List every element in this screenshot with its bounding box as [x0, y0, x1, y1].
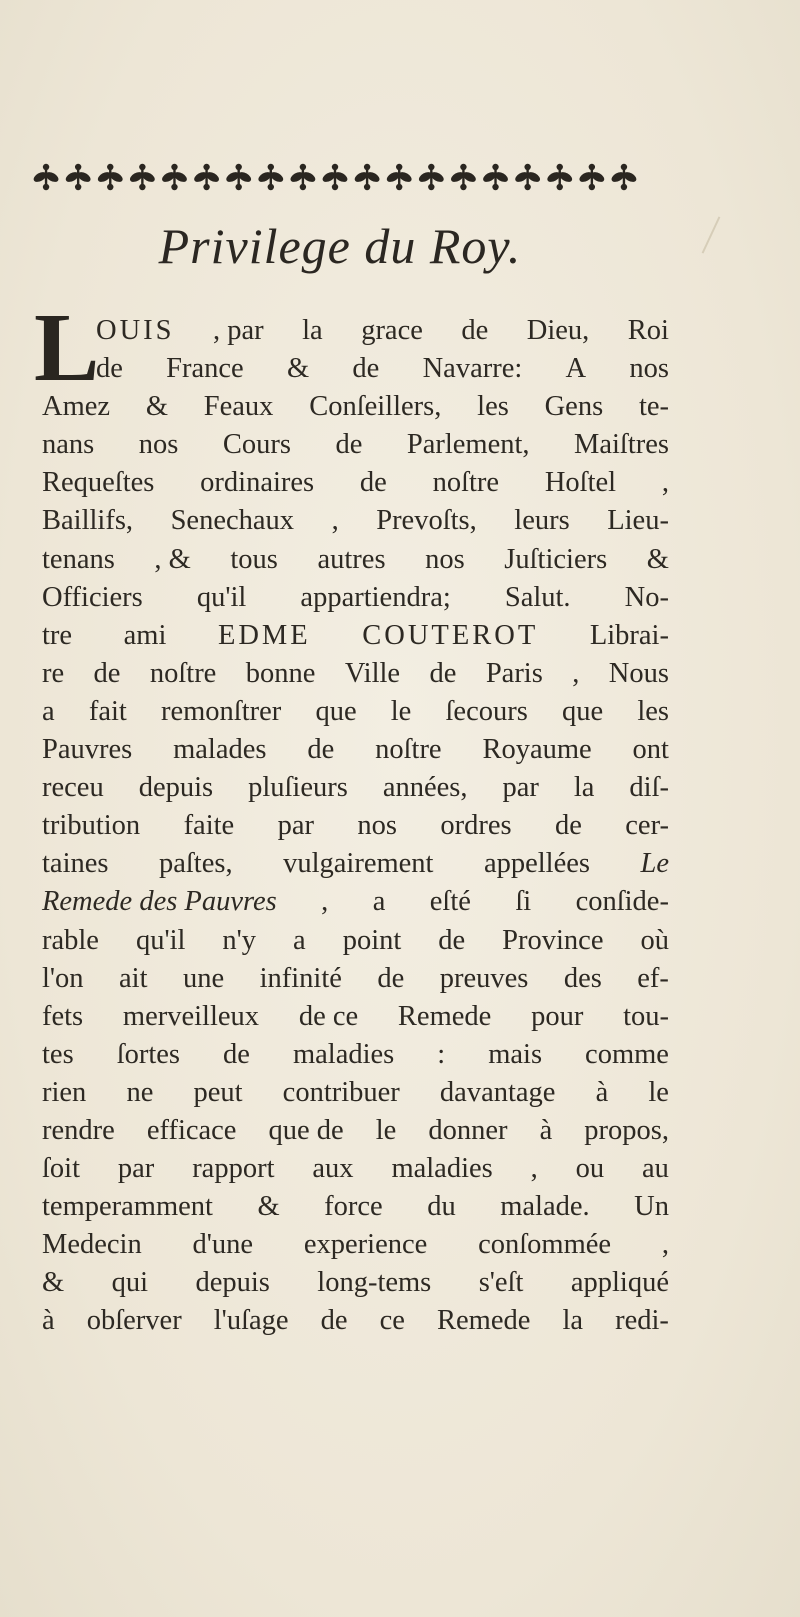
word: Navarre:: [422, 353, 523, 385]
text-line: [42, 541, 669, 579]
word: fets: [42, 1000, 84, 1032]
word: rable: [42, 924, 99, 956]
fleuron-ornament: [193, 164, 221, 190]
word: ſi: [515, 886, 532, 918]
word: Le: [640, 848, 669, 880]
text-line: [42, 922, 669, 960]
fleuron-ornament: [417, 164, 445, 190]
word: ſoit: [42, 1153, 81, 1185]
text-line: [42, 350, 669, 388]
word: a: [372, 886, 386, 918]
fleuron-ornament: [225, 164, 253, 190]
word: Parlement,: [406, 429, 530, 461]
word: noſtre: [149, 657, 217, 689]
word: Officiers: [42, 581, 143, 613]
word: EDME: [217, 619, 311, 651]
word: que: [562, 695, 604, 727]
word: ordres: [440, 810, 512, 842]
word: ef-: [637, 962, 669, 994]
word: depuis: [195, 1267, 270, 1299]
page-heading: Privilege du Roy.: [158, 218, 522, 274]
word: le: [375, 1114, 397, 1146]
word: propos,: [584, 1114, 669, 1146]
word: des: [563, 962, 602, 994]
word: ou: [575, 1153, 605, 1185]
word: &: [257, 1191, 280, 1223]
word: remonſtrer: [160, 695, 282, 727]
word: France: [166, 353, 244, 385]
word: ,: [572, 657, 580, 689]
word: conſide-: [575, 886, 669, 918]
word: cer-: [625, 810, 669, 842]
word: de: [352, 353, 380, 385]
word: temperamment: [42, 1191, 213, 1223]
word: ,: [661, 1229, 669, 1261]
word: ordinaires: [200, 467, 315, 499]
word: Hoſtel: [544, 467, 617, 499]
word: force: [324, 1191, 383, 1223]
word: ſecours: [445, 695, 528, 727]
privilege-text-block: [42, 312, 669, 1341]
paper-crease-mark: [702, 216, 721, 253]
word: Roi: [627, 315, 669, 346]
word: taines: [42, 848, 109, 880]
word: l'on: [42, 962, 84, 994]
word: OUIS: [96, 315, 175, 346]
text-line: [42, 807, 669, 845]
word: Royaume: [482, 734, 592, 766]
word: ait: [119, 962, 148, 994]
word: du: [427, 1191, 456, 1223]
word: Cours: [222, 429, 291, 461]
word: paſtes,: [158, 848, 233, 880]
word: ne: [126, 1076, 154, 1108]
word: de: [554, 810, 582, 842]
word: rendre: [42, 1114, 115, 1146]
word: appellées: [483, 848, 590, 880]
text-line: [42, 426, 669, 464]
fleuron-ornament: [481, 164, 509, 190]
word: de: [359, 467, 387, 499]
word: la: [562, 1305, 584, 1337]
word: eſté: [429, 886, 471, 918]
word: par: [502, 772, 539, 804]
word: autres: [317, 543, 386, 575]
word: tenans: [42, 543, 115, 575]
text-line: [42, 655, 669, 693]
word: Gens: [544, 391, 604, 423]
word: malade.: [500, 1191, 590, 1223]
word: qui: [111, 1267, 149, 1299]
text-line: [42, 312, 669, 350]
word: malades: [173, 734, 267, 766]
word: de: [93, 657, 121, 689]
text-line: [42, 502, 669, 540]
word: peut: [193, 1076, 243, 1108]
drop-cap-letter: L: [34, 294, 100, 402]
word: contribuer: [282, 1076, 400, 1108]
word: tou-: [623, 1000, 669, 1032]
word: obſerver: [86, 1305, 182, 1337]
word: a: [42, 695, 55, 727]
word: de: [429, 657, 457, 689]
word: , &: [154, 543, 191, 575]
fleuron-ornament: [610, 164, 638, 190]
word: bonne: [245, 657, 316, 689]
word: ,: [331, 505, 339, 537]
text-line: [42, 1188, 669, 1226]
word: Medecin: [42, 1229, 142, 1261]
word: tribution: [42, 810, 141, 842]
word: &: [646, 543, 669, 575]
word: Un: [634, 1191, 669, 1223]
word: nos: [138, 429, 179, 461]
text-line: [42, 883, 669, 921]
word: nos: [425, 543, 465, 575]
text-line: [42, 998, 669, 1036]
fleuron-ornament: [321, 164, 349, 190]
word: Conſeillers,: [309, 391, 442, 423]
word: qu'il: [135, 924, 186, 956]
word: &: [145, 391, 168, 423]
word: ,: [661, 467, 669, 499]
text-line: [42, 1074, 669, 1112]
word: à: [42, 1305, 55, 1337]
word: fait: [88, 695, 127, 727]
word: de: [377, 962, 405, 994]
word: , par: [213, 315, 264, 346]
word: à: [539, 1114, 553, 1146]
word: ont: [632, 734, 669, 766]
word: où: [640, 924, 669, 956]
word: COUTEROT: [362, 619, 539, 651]
fleuron-ornament: [385, 164, 413, 190]
word: &: [42, 1267, 65, 1299]
word: d'une: [192, 1229, 254, 1261]
word: Remede des Pauvres: [42, 886, 277, 918]
word: pour: [531, 1000, 584, 1032]
word: :: [437, 1038, 446, 1070]
word: de: [335, 429, 363, 461]
word: à: [595, 1076, 609, 1108]
word: rien: [42, 1076, 87, 1108]
word: a: [293, 924, 306, 956]
fleuron-ornament: [32, 164, 60, 190]
word: merveilleux: [122, 1000, 260, 1032]
text-line: [42, 1264, 669, 1302]
text-line: [42, 769, 669, 807]
word: Feaux: [203, 391, 274, 423]
word: l'uſage: [213, 1305, 289, 1337]
word: long-tems: [317, 1267, 432, 1299]
word: Dieu,: [526, 315, 590, 346]
word: Prevoſts,: [376, 505, 477, 537]
fleuron-ornament: [289, 164, 317, 190]
word: ſortes: [116, 1038, 181, 1070]
text-line: [42, 464, 669, 502]
fleuron-ornament: [257, 164, 285, 190]
word: ,: [530, 1153, 538, 1185]
word: Remede: [397, 1000, 492, 1032]
word: tous: [230, 543, 278, 575]
word: de: [96, 353, 123, 385]
text-line: [42, 693, 669, 731]
word: par: [277, 810, 314, 842]
word: maladies: [391, 1153, 493, 1185]
fleuron-ornament: [64, 164, 92, 190]
word: re: [42, 657, 65, 689]
text-line: [42, 960, 669, 998]
fleuron-ornament: [128, 164, 156, 190]
word: les: [637, 695, 669, 727]
word: depuis: [138, 772, 214, 804]
word: noſtre: [375, 734, 442, 766]
word: au: [642, 1153, 669, 1185]
word: redi-: [615, 1305, 669, 1337]
word: de ce: [298, 1000, 359, 1032]
text-line: [42, 731, 669, 769]
word: noſtre: [432, 467, 500, 499]
word: experience: [303, 1229, 428, 1261]
word: davantage: [439, 1076, 556, 1108]
word: nans: [42, 429, 95, 461]
word: leurs: [514, 505, 570, 537]
text-line: [42, 1036, 669, 1074]
word: tes: [42, 1038, 74, 1070]
word: point: [342, 924, 402, 956]
text-line: [42, 579, 669, 617]
text-line: [42, 1112, 669, 1150]
word: appartiendra;: [300, 581, 451, 613]
word: le: [648, 1076, 669, 1108]
word: faite: [183, 810, 235, 842]
word: le: [390, 695, 412, 727]
word: que: [315, 695, 357, 727]
word: A: [565, 353, 587, 385]
fleuron-ornament: [96, 164, 124, 190]
word: de: [461, 315, 489, 346]
text-line: [42, 388, 669, 426]
ornamental-header-band: [30, 155, 640, 199]
word: qu'il: [196, 581, 247, 613]
word: Ville: [344, 657, 401, 689]
word: de: [307, 734, 335, 766]
word: Juſticiers: [504, 543, 608, 575]
word: &: [286, 353, 310, 385]
word: infinité: [259, 962, 342, 994]
word: la: [302, 315, 323, 346]
word: par: [117, 1153, 155, 1185]
word: Senechaux: [170, 505, 295, 537]
word: ,: [321, 886, 329, 918]
word: pluſieurs: [248, 772, 348, 804]
fleuron-ornament: [353, 164, 381, 190]
word: Salut.: [504, 581, 571, 613]
word: une: [182, 962, 225, 994]
word: mais: [488, 1038, 543, 1070]
word: aux: [312, 1153, 354, 1185]
word: Remede: [437, 1305, 531, 1337]
word: les: [477, 391, 509, 423]
word: années,: [382, 772, 468, 804]
word: Pauvres: [42, 734, 133, 766]
word: comme: [585, 1038, 669, 1070]
word: Maiſtres: [574, 429, 669, 461]
fleuron-ornament: [160, 164, 188, 190]
word: ami: [123, 619, 167, 651]
word: Lieu-: [607, 505, 669, 537]
word: nos: [629, 353, 669, 385]
word: de: [223, 1038, 250, 1070]
word: Paris: [485, 657, 543, 689]
word: que de: [268, 1114, 344, 1146]
word: maladies: [292, 1038, 395, 1070]
text-line: [42, 1226, 669, 1264]
word: efficace: [146, 1114, 237, 1146]
text-line: [42, 845, 669, 883]
fleuron-ornament: [449, 164, 477, 190]
text-line: [42, 617, 669, 655]
fleuron-ornament: [546, 164, 574, 190]
word: diſ-: [629, 772, 669, 804]
word: Amez: [42, 391, 111, 423]
word: Province: [502, 924, 604, 956]
word: receu: [42, 772, 104, 804]
word: vulgairement: [283, 848, 434, 880]
word: appliqué: [570, 1267, 669, 1299]
word: Librai-: [589, 619, 669, 651]
word: s'eſt: [478, 1267, 524, 1299]
word: ce: [379, 1305, 405, 1337]
fleuron-ornament: [578, 164, 606, 190]
word: nos: [357, 810, 397, 842]
word: rapport: [192, 1153, 275, 1185]
word: conſommée: [478, 1229, 612, 1261]
word: te-: [638, 391, 669, 423]
word: la: [573, 772, 595, 804]
word: grace: [361, 315, 423, 346]
text-line: [42, 1150, 669, 1188]
word: preuves: [439, 962, 529, 994]
word: Nous: [608, 657, 669, 689]
word: tre: [42, 619, 73, 651]
word: donner: [428, 1114, 508, 1146]
word: Requeſtes: [42, 467, 155, 499]
word: n'y: [222, 924, 257, 956]
word: No-: [624, 581, 669, 613]
word: de: [320, 1305, 348, 1337]
text-line: [42, 1302, 669, 1340]
word: Baillifs,: [42, 505, 134, 537]
fleuron-ornament: [514, 164, 542, 190]
word: de: [438, 924, 466, 956]
